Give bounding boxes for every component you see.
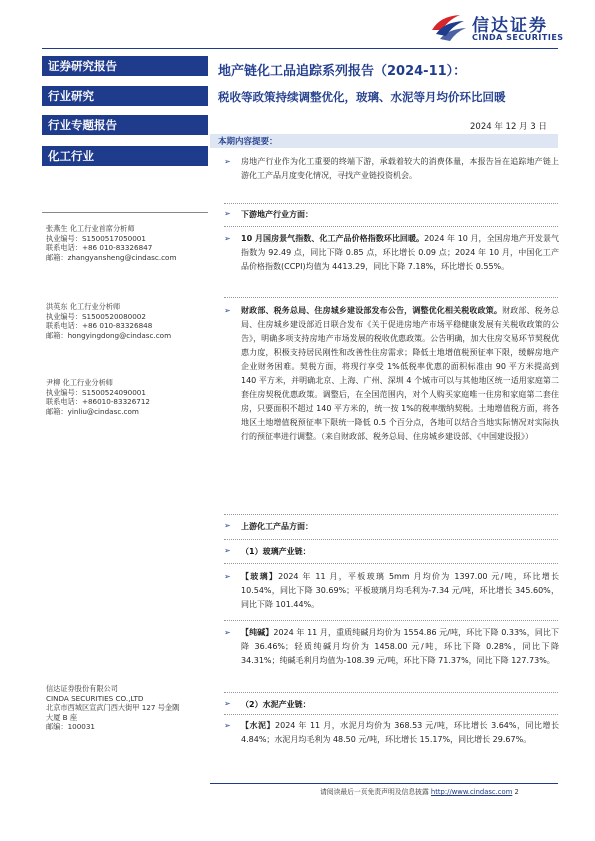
analyst-card (46, 378, 206, 416)
bullet-icon: ➢ (224, 721, 231, 730)
sidebar-divider (42, 212, 208, 213)
logo-name-cn: 信达证券 (472, 16, 548, 36)
paragraph-glass (241, 570, 559, 612)
analyst-phone: 联系电话：+86 010-83326847 (46, 243, 153, 253)
analyst-name: 张燕生 化工行业首席分析师 (46, 224, 135, 233)
bullet-icon: ➢ (224, 234, 231, 243)
bullet-icon: ➢ (224, 157, 231, 166)
sidebar-label-industry-research: 行业研究 (42, 86, 208, 106)
paragraph-lead: 财政部、税务总局、住房城乡建设部发布公告，调整优化相关税收政策。 (241, 306, 503, 315)
section-heading-glass: （1）玻璃产业链： (241, 547, 311, 556)
company-name-cn: 信达证券股份有限公司 (46, 684, 118, 693)
paragraph-lead: 【玻璃】 (241, 572, 279, 581)
section-heading-downstream: 下游地产行业方面： (241, 210, 313, 219)
footer-website-link[interactable]: http://www.cindasc.com (430, 788, 513, 796)
analyst-phone: 联系电话：+86010-83326712 (46, 397, 151, 407)
footer-rule (210, 783, 558, 784)
bullet-icon: ➢ (224, 572, 231, 581)
report-date: 2024 年 12 月 3 日 (470, 122, 547, 132)
paragraph-lead: 10 月国房景气指数、化工产品价格指数环比回暖。 (241, 234, 425, 243)
company-logo (430, 10, 564, 50)
cinda-logo-icon (430, 12, 468, 46)
company-info (46, 684, 206, 732)
intro-paragraph: 房地产行业作为化工重要的终端下游，承载着较大的消费体量，本报告旨在追踪地产链上游化工产品月度变化情况，寻找产业链投资机会。 (241, 157, 559, 180)
company-name-en: CINDA SECURITIES CO.,LTD (46, 693, 144, 703)
section-divider (224, 203, 558, 204)
paragraph-price-index (241, 232, 559, 274)
header-rule (42, 48, 558, 49)
section-divider (224, 297, 558, 298)
analyst-card (46, 224, 206, 262)
section-divider (224, 226, 558, 227)
analyst-name: 尹柳 化工行业分析师 (46, 378, 113, 387)
footer-disclaimer: 请阅读最后一页免责声明及信息披露 (320, 788, 429, 796)
analyst-email[interactable]: 邮箱：yinliu@cindasc.com (46, 406, 139, 416)
analyst-name: 洪英东 化工行业分析师 (46, 302, 121, 311)
analyst-card (46, 302, 206, 340)
analyst-license: 执业编号：S1500517050001 (46, 233, 146, 243)
bullet-icon: ➢ (224, 306, 231, 315)
paragraph-text: 2024 年 11 月，重质纯碱月均价为 1554.86 元/吨，环比下降 0.33%，同比下降 36.46%；轻质纯碱月均价为 1458.00 元/吨，环比下降 0.28%，同比下降 34.31%；纯碱毛利月均值为-108.39 元/吨，环比下降 71.37%，同比下降 127.73%。 (241, 628, 559, 665)
analyst-email[interactable]: 邮箱：hongyingdong@cindasc.com (46, 330, 172, 340)
logo-name-en: CINDA SECURITIES (472, 33, 564, 42)
page-number: 2 (514, 788, 519, 796)
sidebar-label-research-report: 证券研究报告 (42, 56, 208, 76)
company-address-cont: 大厦 B 座 (46, 712, 78, 722)
section-divider (224, 563, 558, 564)
bullet-icon: ➢ (224, 546, 231, 555)
section-divider (224, 714, 558, 715)
analyst-email[interactable]: 邮箱：zhangyansheng@cindasc.com (46, 252, 177, 262)
bullet-icon: ➢ (224, 699, 231, 708)
bullet-icon: ➢ (224, 521, 231, 530)
sidebar-label-industry-special: 行业专题报告 (42, 115, 208, 135)
paragraph-text: 2024 年 10 月，全国房地产开发景气指数为 92.49 点，同比下降 0.85 点，环比增长 0.09 点；2024 年 10 月，中国化工产品价格指数(CCPI)均值为 4413.29，同比下降 7.18%，环比增长 0.55%。 (241, 234, 560, 271)
paragraph-lead: 【水泥】 (241, 721, 276, 730)
section-heading-upstream: 上游化工产品方面： (241, 522, 313, 531)
report-title: 地产链化工品追踪系列报告（2024-11）： (218, 64, 467, 79)
section-divider (224, 692, 558, 693)
paragraph-tax-policy (241, 304, 559, 444)
section-divider (224, 514, 558, 515)
summary-label: 本期内容提要： (218, 137, 278, 147)
company-address: 北京市西城区宣武门西大街甲 127 号金隅 (46, 703, 180, 713)
report-subtitle: 税收等政策持续调整优化，玻璃、水泥等月均价环比回暖 (218, 90, 506, 104)
paragraph-cement (241, 719, 559, 747)
section-heading-cement: （2）水泥产业链： (241, 700, 311, 709)
section-divider (224, 539, 558, 540)
paragraph-soda-ash (241, 626, 559, 668)
paragraph-lead: 【纯碱】 (241, 628, 274, 637)
analyst-license: 执业编号：S1500520080002 (46, 311, 146, 321)
paragraph-text: 财政部、税务总局、住房城乡建设部近日联合发布《关于促进房地产市场平稳健康发展有关税收政策的公告》，明确多项支持房地产市场发展的税收优惠政策。公告明确，加大住房交易环节契税优惠力度，积极支持居民刚性和改善性住房需求；降低土地增值税预征率下限，缓解房地产企业财务困难。契税方面，将现行享受 1%低税率优惠的面积标准由 90 平方米提高到 140 平方米，并明确北京、上海、广州、深圳 4 个城市可以与其他地区统一适用家庭第二套住房契税优惠政策。调整后，在全国范围内，对个人购买家庭唯一住房和家庭第二套住房，只要面积不超过 140 平方米的，统一按 1%的税率缴纳契税。土地增值税方面，将各地区土地增值税预征率下限统一降低 0.5 个百分点，各地可以结合当地实际情况对实际执行的预征率进行调整。（来自财政部、税务总局、住房城乡建设部、《中国建设报》） (241, 306, 560, 441)
company-postcode: 邮编：100031 (46, 722, 96, 732)
sidebar-label-chemical-industry: 化工行业 (42, 146, 208, 166)
bullet-icon: ➢ (224, 628, 231, 637)
paragraph-text: 2024 年 11 月，水泥月均价为 368.53 元/吨，环比增长 3.64%，同比增长 4.84%；水泥月均毛利为 48.50 元/吨，环比增长 15.17%，同比增长 29.67%。 (241, 721, 559, 744)
analyst-phone: 联系电话：+86 010-83326848 (46, 321, 153, 331)
analyst-license: 执业编号：S1500524090001 (46, 387, 146, 397)
paragraph-text: 2024 年 11 月，平板玻璃 5mm 月均价为 1397.00 元/吨，环比增长 10.54%，同比下降 30.69%；平板玻璃月均毛利为-7.34 元/吨，环比增长 345.60%，同比下降 101.44%。 (241, 572, 560, 609)
bullet-icon: ➢ (224, 209, 231, 218)
section-divider (224, 620, 558, 621)
footer (320, 786, 519, 796)
